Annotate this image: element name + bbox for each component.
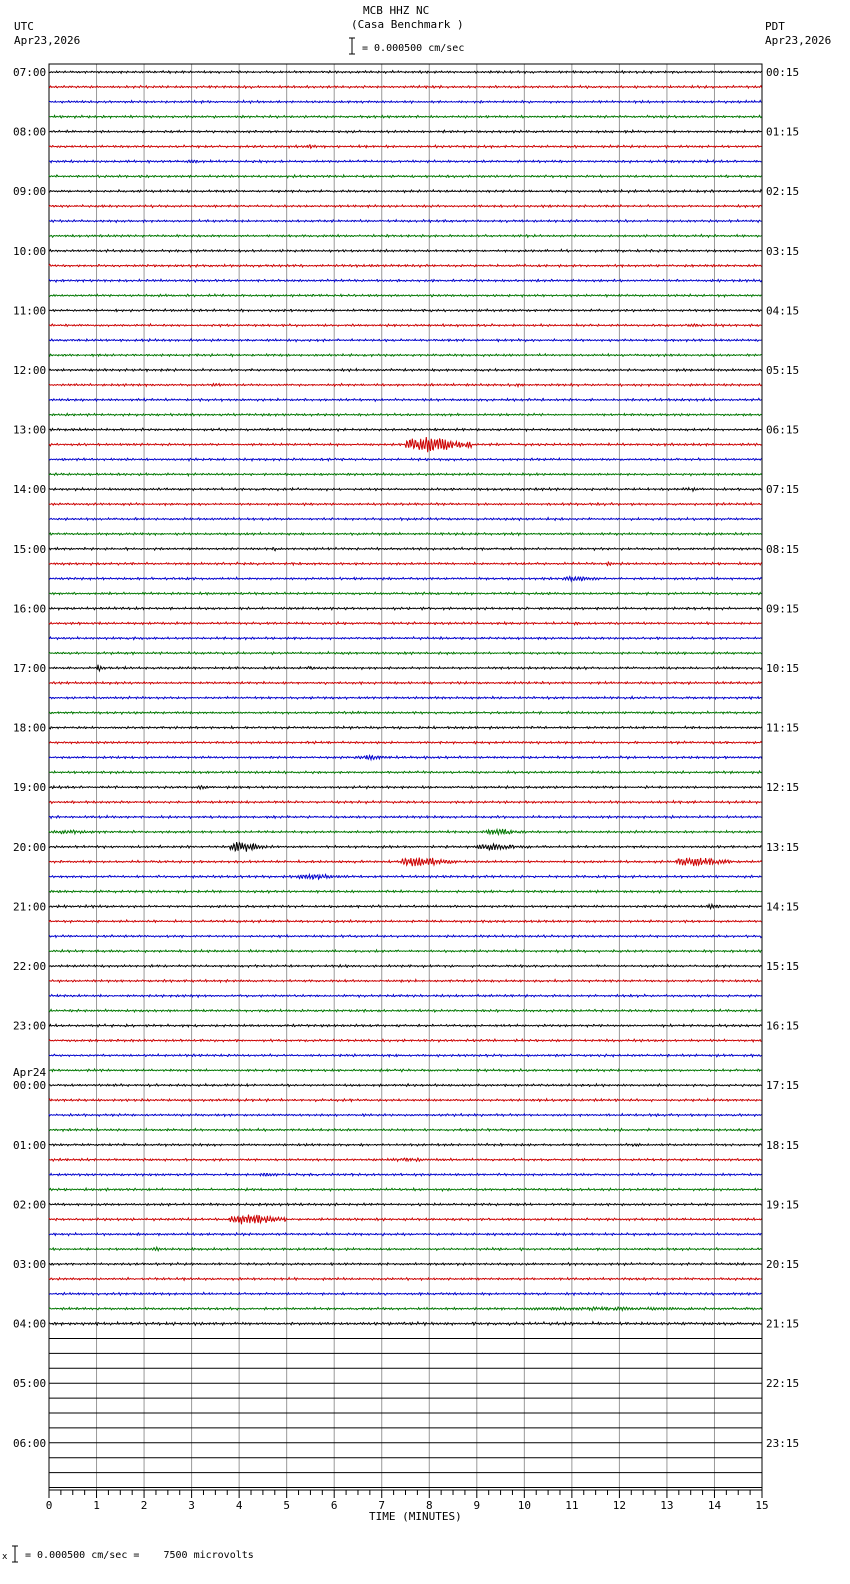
x-tick-label: 15 [755, 1499, 769, 1512]
right-zone: PDT [765, 20, 785, 33]
trace-row [49, 1129, 762, 1132]
pdt-hour-label: 13:15 [766, 840, 800, 854]
trace-row [49, 1203, 762, 1206]
date-change-label: Apr24 [13, 1066, 47, 1080]
utc-hour-label: 19:00 [13, 781, 47, 795]
utc-hour-label: 00:00 [13, 1079, 47, 1093]
trace-row [49, 205, 762, 208]
utc-hour-label: 17:00 [13, 662, 47, 675]
pdt-hour-label: 05:15 [766, 364, 800, 377]
pdt-hour-label: 20:15 [766, 1258, 800, 1271]
pdt-hour-label: 18:15 [766, 1138, 800, 1152]
trace-row [49, 652, 762, 655]
station-name: (Casa Benchmark ) [351, 18, 464, 31]
x-tick-label: 9 [473, 1499, 481, 1512]
trace-row [49, 858, 762, 867]
trace-row [49, 264, 762, 267]
trace-row [49, 965, 762, 968]
trace-row [49, 1173, 762, 1176]
trace-row [49, 369, 762, 372]
trace-row [49, 100, 762, 103]
trace-row [49, 428, 762, 431]
utc-hour-label: 15:00 [13, 542, 47, 556]
trace-row [49, 682, 762, 685]
trace-row [49, 771, 762, 774]
right-date: Apr23,2026 [765, 34, 832, 47]
traces [49, 71, 762, 1488]
trace-row [49, 801, 762, 804]
pdt-hour-label: 11:15 [766, 721, 800, 735]
trace-row [49, 607, 762, 610]
trace-row [49, 503, 762, 506]
trace-row [49, 904, 762, 908]
trace-row [49, 890, 762, 893]
x-tick-label: 6 [330, 1499, 338, 1512]
trace-row [49, 920, 762, 923]
x-axis-label: TIME (MINUTES) [369, 1510, 462, 1523]
pdt-hour-label: 08:15 [766, 542, 800, 556]
x-tick-label: 13 [660, 1499, 674, 1512]
trace-row [49, 592, 762, 595]
trace-row [49, 324, 762, 327]
x-tick-label: 11 [565, 1499, 579, 1512]
trace-row [49, 294, 762, 297]
trace-row [49, 354, 762, 357]
pdt-hour-label: 16:15 [766, 1019, 800, 1033]
trace-row [49, 1158, 762, 1161]
trace-row [49, 1024, 762, 1027]
trace-row [49, 547, 762, 550]
trace-row [49, 622, 762, 625]
x-tick-label: 4 [235, 1499, 243, 1512]
pdt-hour-label: 02:15 [766, 185, 800, 199]
trace-row [49, 160, 762, 163]
pdt-hour-label: 23:15 [766, 1436, 800, 1450]
trace-row [49, 842, 762, 852]
utc-hour-label: 02:00 [13, 1198, 47, 1212]
pdt-hour-label: 21:15 [766, 1317, 800, 1331]
trace-row [49, 1114, 762, 1117]
pdt-hour-label: 10:15 [766, 662, 800, 675]
utc-hour-label: 21:00 [13, 900, 47, 914]
pdt-hour-label: 14:15 [766, 900, 800, 914]
utc-hour-label: 11:00 [13, 304, 47, 318]
pdt-hour-label: 17:15 [766, 1079, 800, 1093]
station-line: MCB HHZ NC [363, 4, 430, 17]
utc-hour-label: 09:00 [13, 185, 47, 199]
trace-row [49, 1054, 762, 1057]
trace-row [49, 1069, 762, 1072]
utc-hour-label: 01:00 [13, 1138, 47, 1152]
utc-hour-label: 04:00 [13, 1317, 47, 1331]
footer-scale-bar-icon [11, 1545, 19, 1563]
trace-row [49, 1292, 762, 1295]
utc-hour-label: 18:00 [13, 721, 47, 735]
x-tick-label: 5 [283, 1499, 290, 1512]
trace-row [49, 1084, 762, 1087]
pdt-hour-label: 01:15 [766, 125, 800, 139]
trace-row [49, 115, 762, 118]
x-tick-label: 10 [517, 1499, 531, 1512]
trace-row [49, 309, 762, 312]
trace-row [49, 234, 762, 237]
trace-row [49, 1039, 762, 1042]
trace-row [49, 1099, 762, 1102]
trace-row [49, 935, 762, 938]
trace-row [49, 518, 762, 521]
x-axis [46, 1490, 769, 1512]
utc-hour-label: 03:00 [13, 1258, 47, 1271]
utc-hour-label: 23:00 [13, 1019, 47, 1033]
trace-row [49, 755, 762, 759]
trace-row [49, 1215, 762, 1225]
pdt-hour-label: 03:15 [766, 244, 800, 258]
trace-row [49, 786, 762, 789]
trace-row [49, 637, 762, 640]
trace-row [49, 190, 762, 193]
utc-hour-label: 22:00 [13, 960, 47, 973]
x-tick-label: 8 [425, 1499, 433, 1512]
pdt-hour-label: 22:15 [766, 1377, 800, 1391]
trace-row [49, 458, 762, 461]
plot-frame [49, 64, 762, 1490]
trace-row [49, 1233, 762, 1236]
footer-scale-prefix: x [2, 1552, 8, 1562]
trace-row [49, 950, 762, 953]
scale-text: = 0.000500 cm/sec [362, 43, 465, 54]
trace-row [49, 86, 762, 89]
trace-row [49, 829, 762, 835]
trace-row [49, 1247, 762, 1250]
utc-hour-label: 08:00 [13, 125, 47, 139]
trace-row [49, 71, 762, 74]
left-date: Apr23,2026 [14, 34, 81, 47]
trace-row [49, 437, 762, 452]
trace-row [49, 1188, 762, 1191]
trace-row [49, 413, 762, 416]
pdt-hour-label: 12:15 [766, 781, 800, 795]
trace-row [49, 1307, 762, 1310]
trace-row [49, 1009, 762, 1012]
trace-row [49, 1263, 762, 1266]
trace-row [49, 175, 762, 178]
left-zone: UTC [14, 20, 34, 33]
utc-hour-label: 12:00 [13, 364, 47, 377]
x-tick-label: 0 [45, 1499, 53, 1512]
pdt-hour-label: 15:15 [766, 960, 800, 973]
utc-hour-label: 07:00 [13, 66, 47, 79]
trace-row [49, 249, 762, 252]
trace-row [49, 711, 762, 714]
trace-row [49, 994, 762, 997]
grid-lines [49, 64, 762, 1490]
trace-row [49, 279, 762, 282]
pdt-hour-label: 06:15 [766, 423, 800, 437]
pdt-hour-label: 09:15 [766, 602, 800, 616]
utc-hour-label: 14:00 [13, 483, 47, 497]
trace-row [49, 741, 762, 744]
x-tick-label: 3 [188, 1499, 195, 1512]
trace-row [49, 473, 762, 476]
x-tick-label: 1 [93, 1499, 100, 1512]
trace-row [49, 562, 762, 565]
trace-row [49, 339, 762, 342]
trace-row [49, 130, 762, 133]
trace-row [49, 145, 762, 148]
trace-row [49, 874, 762, 879]
footer-scale-text: = 0.000500 cm/sec = 7500 microvolts [25, 1550, 254, 1561]
pdt-hour-label: 04:15 [766, 304, 800, 318]
x-tick-label: 12 [612, 1499, 627, 1512]
trace-row [49, 1322, 762, 1325]
trace-row [49, 726, 762, 729]
utc-hour-label: 10:00 [13, 244, 47, 258]
trace-row [49, 384, 762, 387]
trace-row [49, 696, 762, 699]
utc-hour-label: 05:00 [13, 1377, 47, 1391]
trace-row [49, 1278, 762, 1281]
x-tick-label: 2 [140, 1499, 148, 1512]
trace-row [49, 577, 762, 581]
trace-row [49, 1143, 762, 1146]
utc-hour-label: 06:00 [13, 1436, 47, 1450]
utc-hour-label: 16:00 [13, 602, 47, 616]
trace-row [49, 665, 762, 671]
trace-row [49, 816, 762, 819]
trace-row [49, 398, 762, 401]
utc-hour-label: 20:00 [13, 840, 47, 854]
trace-row [49, 533, 762, 536]
x-tick-label: 7 [378, 1499, 386, 1512]
x-tick-label: 14 [707, 1499, 722, 1512]
trace-row [49, 980, 762, 983]
utc-hour-label: 13:00 [13, 423, 47, 437]
pdt-hour-label: 00:15 [766, 66, 800, 79]
pdt-hour-label: 19:15 [766, 1198, 800, 1212]
trace-row [49, 220, 762, 223]
trace-row [49, 488, 762, 491]
pdt-hour-label: 07:15 [766, 483, 800, 497]
